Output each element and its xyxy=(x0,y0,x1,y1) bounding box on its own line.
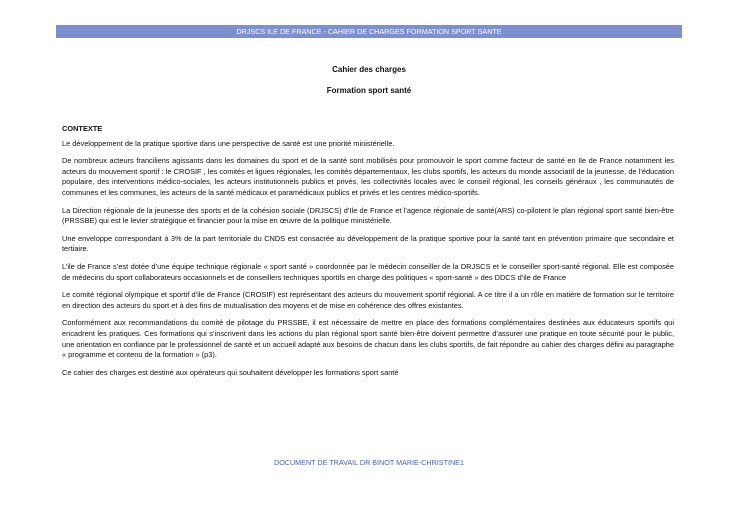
footer-text: DOCUMENT DE TRAVAIL DR BINOT MARIE-CHRISTINE1 xyxy=(274,458,464,467)
section-heading: CONTEXTE xyxy=(62,124,103,133)
paragraph: Le développement de la pratique sportive dans une perspective de santé est une priorité ministérielle. xyxy=(62,138,395,148)
paragraph: Ce cahier des charges est destiné aux opérateurs qui souhaitent développer les formations sport santé xyxy=(62,367,399,377)
paragraph: Une enveloppe correspondant à 3% de la part territoriale du CNDS est consacrée au développement de la pratique sportive pour la santé tant en prévention primaire que secondaire et tertiaire. xyxy=(62,233,674,254)
document-title-block xyxy=(56,64,682,106)
document-subtitle: Formation sport santé xyxy=(326,86,412,95)
paragraph: De nombreux acteurs franciliens agissants dans les domaines du sport et de la santé sont mobilisés pour promouvoir le sport comme facteur de santé en Ile de France notamment les acteurs du mouvement sportif : le CROSIF , les comités et ligues régionales, les comités départementaux, les clubs sportifs, les acteurs du monde associatif de la jeunesse, de l’éducation populaire, des interventions médico-sociales, les acteurs institutionnels publics et privés, les collectivités locales avec le conseil régional, les conseils généraux , les communautés de communes et les communes, les acteurs de la santé médicaux et paramédicaux publics et privés et les centres médico-sportifs. xyxy=(62,156,674,197)
paragraph: La Direction régionale de la jeunesse des sports et de la cohésion sociale (DRJSCS) d’Ile de France et l’agence régionale de santé(ARS) co-pilotent le plan régional sport santé bien-être (PRSSBE) qui est le levier stratégique et financier pour la mise en œuvre de la politique ministérielle. xyxy=(62,205,674,226)
paragraph: L’ile de France s’est dotée d’une équipe technique régionale « sport santé » coordonnée par le médecin conseiller de la DRJSCS et le conseiller sport-santé régional. Elle est composée de médecins du sport collaborateurs occasionnels et de conseillers techniques sportifs en charge des politiques « sport-santé » des DDCS d’ile de France xyxy=(62,261,674,282)
paragraph: Conformément aux recommandations du comité de pilotage du PRSSBE, il est nécessaire de mettre en place des formations complémentaires destinées aux éducateurs sportifs qui encadrent les pratiques. Ces formations qui s’inscrivent dans les actions du plan régional sport santé bien-être doivent permettre d’assurer une pratique en toute sécurité pour le public, une orientation en confiance par le professionnel de santé et un accueil adapté aux besoins de chacun dans les clubs sportifs, de fait répondre au cahier des charges défini au paragraphe « programme et contenu de la formation » (p3). xyxy=(62,318,674,360)
header-banner: DRJSCS ILE DE FRANCE - CAHIER DE CHARGES FORMATION SPORT SANTE xyxy=(56,25,682,38)
context-section xyxy=(62,124,674,385)
document-title: Cahier des charges xyxy=(332,65,406,74)
paragraph: Le comité régional olympique et sportif d’ile de France (CROSIF) est représentant des acteurs du mouvement sportif régional. A ce titre il a un rôle en matière de formation sur le territoire en direction des acteurs du sport et à des fins de mutualisation des moyens et de mise en cohérence des offres existantes. xyxy=(62,290,674,310)
